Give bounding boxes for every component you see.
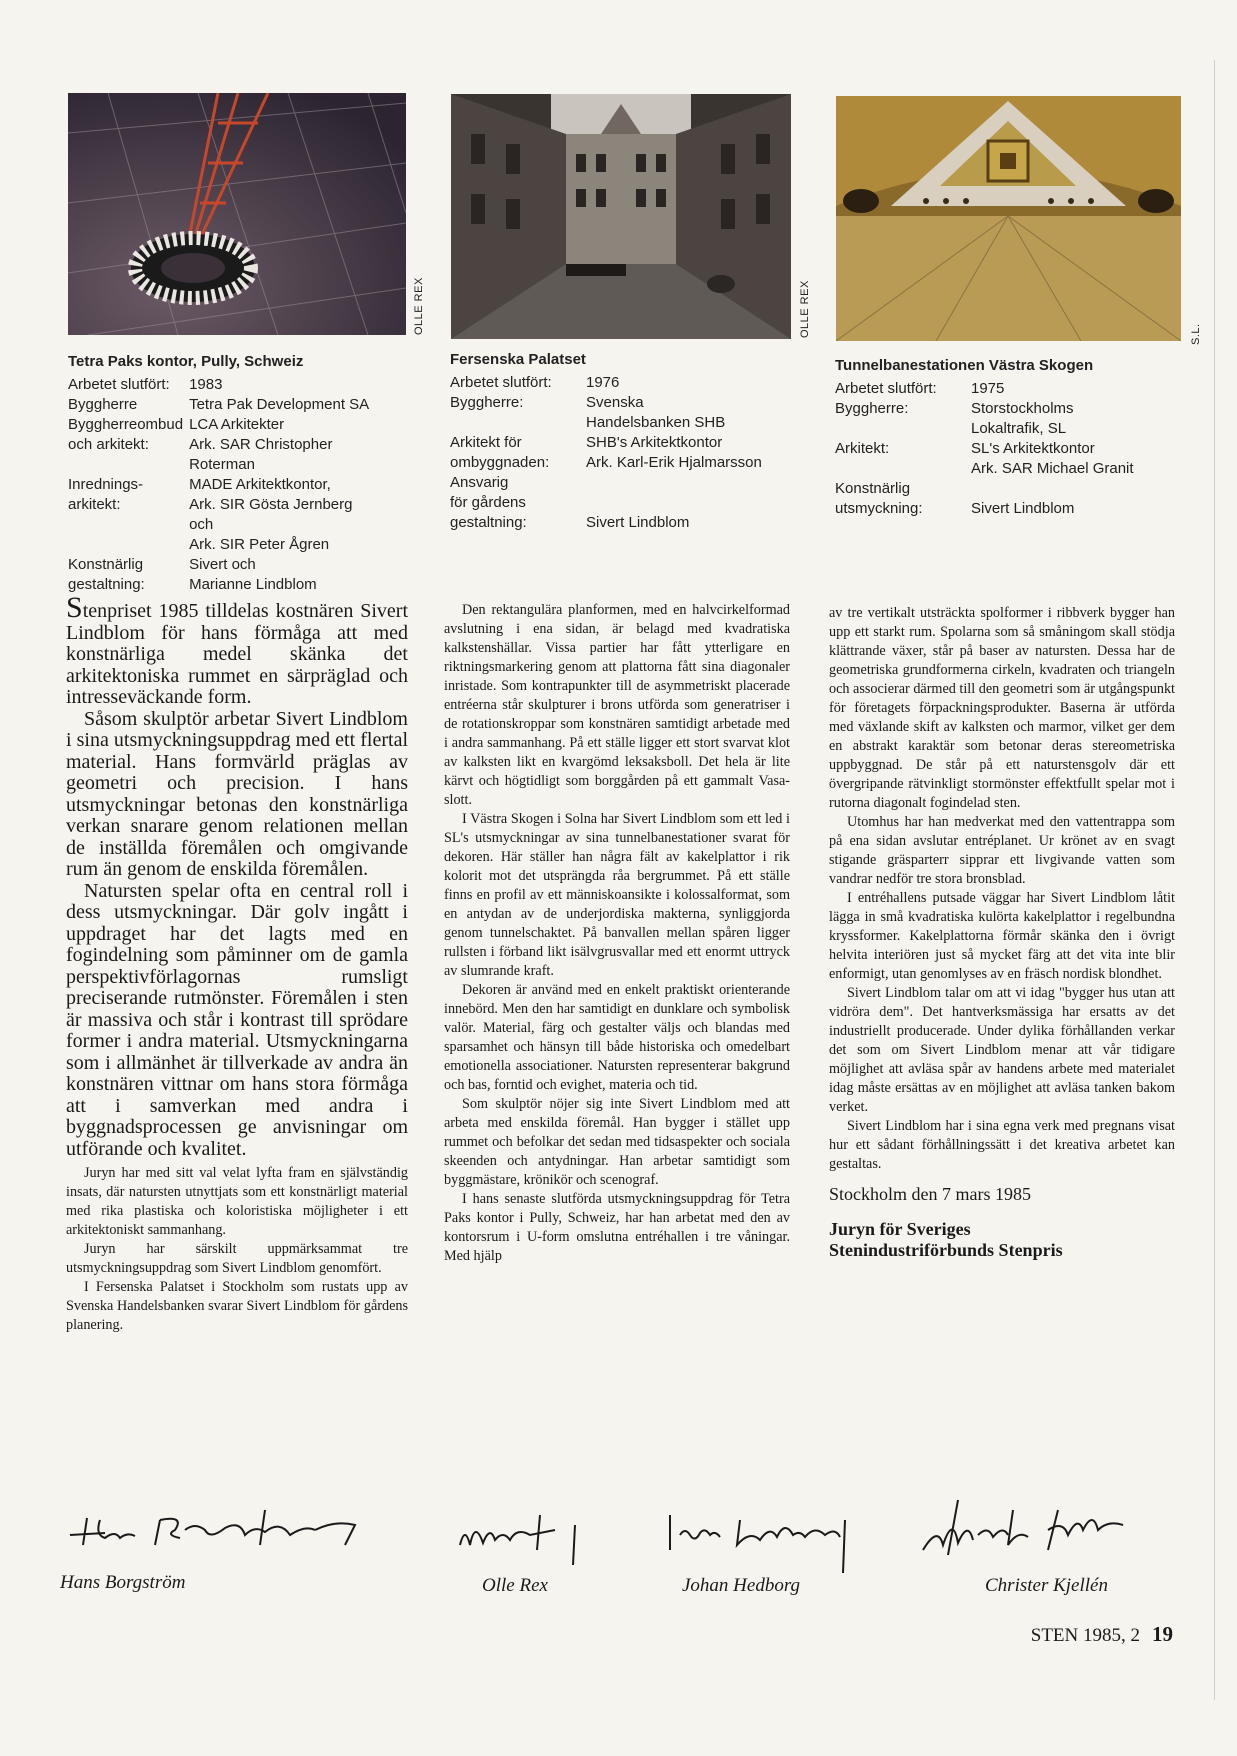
value: Ark. SAR Christopher Roterman <box>189 436 333 473</box>
paragraph: I entréhallens putsade väggar har Sivert Lindblom låtit lägga in små kvadratiska kulörta kakelplattor i regelbundna kryssformer. Kakelplattorna förmår skänka den i övrigt helvita interiören just så mycket färg att det vita inte blir enformigt, utan genomlyses av en fräsch nordisk blondhet. <box>829 890 1175 982</box>
value: 1975 <box>971 380 1005 397</box>
label: Byggherreombud <box>68 416 184 433</box>
label: Arbetet slutfört: <box>68 376 170 393</box>
label: Byggherre: <box>450 394 524 411</box>
magazine-issue: STEN 1985, 2 <box>1030 1625 1140 1646</box>
project-title: Tunnelbanestationen Västra Skogen <box>835 357 1094 374</box>
project-info-vastra-skogen <box>835 356 1180 519</box>
paragraph: I Fersenska Palatset i Stockholm som rustats upp av Svenska Handelsbanken svarar Sivert Lindblom för gårdens planering. <box>66 1279 408 1333</box>
label: Inrednings- arkitekt: <box>68 476 144 513</box>
label: Arkitekt för ombyggnaden: <box>450 434 550 471</box>
article-column-2 <box>444 601 790 1266</box>
drop-cap: S <box>66 591 83 624</box>
jury-line-1: Juryn för Sveriges <box>829 1219 971 1239</box>
label: och arkitekt: <box>68 436 149 453</box>
signature-johan-hedborg-icon <box>665 1505 865 1575</box>
label: Byggherre <box>68 396 138 413</box>
closing-block <box>829 1184 1175 1261</box>
value: Sivert och Marianne Lindblom <box>189 556 317 593</box>
value: 1976 <box>586 374 620 391</box>
paragraph: Som skulptör nöjer sig inte Sivert Lindblom med att arbeta med enskilda föremål. Han bygger i stället upp rummet och befolkar det sedan med tidsaspekter och sociala skeenden och antydningar. Han arbetar samtidigt som byggmästare, krönikör och scenograf. <box>444 1096 790 1188</box>
paragraph: Stenpriset 1985 tilldelas kostnären Sivert Lindblom för hans förmåga att med konstnärliga medel skänka det arkitektoniska rummet en särpräglad och intresseväckande form. <box>66 591 408 708</box>
label: Arbetet slutfört: <box>450 374 552 391</box>
photo-credit-3: S.L. <box>1190 323 1202 345</box>
project-info-tetra-pak <box>68 352 413 595</box>
paragraph: Juryn har särskilt uppmärksammat tre utsmyckningsuppdrag som Sivert Lindblom genomfört. <box>66 1241 408 1276</box>
project-info-fersenska <box>450 350 795 533</box>
value: Storstockholms Lokaltrafik, SL <box>971 400 1074 437</box>
label: Byggherre: <box>835 400 909 417</box>
project-title: Fersenska Palatset <box>450 351 586 368</box>
paragraph: Den rektangulära planformen, med en halvcirkelformad avslutning i ena sidan, är belagd med kvadratiska kalkstenshällar. Vissa partier har fått ytterligare en riktningsmarkering genom att plattorna fått sina diagonaler inristade. Som kontrapunkter till de asymmetriskt placerade entréerna står skulpturer i brons utförda som generatriser i de rotationskroppar som konstnären samtidigt arbetade med i andra sammanhang. På ett ställe ligger ett stort svarvat klot av kalksten likt en kvargömd leksaksboll. Det hela är lite kärvt och högtidligt som borggården på ett gammalt Vasa-slott. <box>444 602 790 808</box>
photo-fersenska-palatset <box>451 94 791 339</box>
label: Arkitekt: <box>835 440 890 457</box>
jury-text <box>66 1164 408 1335</box>
office-interior-photo-icon <box>68 93 406 335</box>
signature-olle-rex-icon <box>455 1505 595 1570</box>
signature-hans-borgstrom-icon <box>65 1500 365 1560</box>
signature-name: Olle Rex <box>482 1575 548 1596</box>
label: Konstnärlig utsmyckning: <box>835 480 923 517</box>
photo-tetra-pak-office <box>68 93 406 335</box>
subway-station-photo-icon <box>836 96 1181 341</box>
value: Sivert Lindblom <box>586 514 690 531</box>
value: 1983 <box>189 376 223 393</box>
label: Konstnärlig gestaltning: <box>68 556 145 593</box>
value: SHB's Arkitektkontor Ark. Karl-Erik Hjalmarsson <box>586 434 762 471</box>
value: Svenska Handelsbanken SHB <box>586 394 726 431</box>
signature-name: Christer Kjellén <box>985 1575 1108 1596</box>
lead-text <box>66 591 408 1160</box>
paragraph: Dekoren är använd med en enkelt praktiskt orienterande innebörd. Men den har samtidigt en dunklare och symbolisk valör. Material, färg och gestalter väljs och blandas med sparsamhet och hänsyn till både historiska och omedelbart emotionella associationer. Natursten representerar bakgrund och bas, forntid och evighet, materia och tid. <box>444 982 790 1093</box>
value: LCA Arkitekter <box>189 416 285 433</box>
project-details <box>450 373 762 533</box>
project-details <box>835 379 1134 519</box>
project-title: Tetra Paks kontor, Pully, Schweiz <box>68 353 304 370</box>
photo-credit-2: OLLE REX <box>799 280 811 338</box>
signature-christer-kjellen-icon <box>918 1495 1138 1565</box>
page-footer <box>1031 1622 1173 1647</box>
paragraph: Natursten spelar ofta en central roll i dess utsmyckningar. Där golv ingått i uppdraget har det lagts med en fogindelning som påminner om de gamla perspektivförlagornas rumsligt preciserande rutmönster. Föremålen i sten är massiva och står i kontrast till sprödare former i andra material. Utsmyckningarna som i allmänhet är tillverkade av andra än konstnären vittnar om hans stora förmåga att i samverkan med andra i byggnadsprocessen ge anvisningar om utförande och kvalitet. <box>66 879 408 1160</box>
paragraph: Sivert Lindblom har i sina egna verk med pregnans visat hur ett sådant förhållningssätt i det kreativa arbetet kan gestaltas. <box>829 1118 1175 1172</box>
project-details <box>68 375 379 595</box>
signature-name: Hans Borgström <box>60 1572 186 1593</box>
page-edge-line <box>1214 60 1215 1700</box>
value: MADE Arkitektkontor, Ark. SIR Gösta Jernberg och Ark. SIR Peter Ågren <box>189 476 353 553</box>
paragraph: Såsom skulptör arbetar Sivert Lindblom i sina utsmyckningsuppdrag med ett flertal material. Hans formvärld präglas av geometri och precision. I hans utsmyckningar betonas den konstnärliga verkan snarare genom relationen mellan de inställda föremålen och omgivande rum än genom de enskilda föremålen. <box>66 707 408 880</box>
photo-credit-1: OLLE REX <box>413 277 425 335</box>
paragraph: Sivert Lindblom talar om att vi idag "bygger hus utan att vidröra dem". Det hantverksmässiga har ersatts av det industriellt producerade. Under dylika förhållanden verkar det som om Sivert Lindblom menar att vår tidigare möjlighet att avläsa spår av handens arbete med materialet idag måste ersättas av en möjlighet att avläsa tanken bakom verket. <box>829 985 1175 1115</box>
article-column-1 <box>66 591 408 1335</box>
value: Sivert Lindblom <box>971 500 1075 517</box>
label: Arbetet slutfört: <box>835 380 937 397</box>
closing-date: Stockholm den 7 mars 1985 <box>829 1184 1031 1204</box>
value: Tetra Pak Development SA <box>189 396 370 413</box>
page-number: 19 <box>1152 1622 1173 1646</box>
value: SL's Arkitektkontor Ark. SAR Michael Granit <box>971 440 1134 477</box>
paragraph: I hans senaste slutförda utsmyckningsuppdrag för Tetra Paks kontor i Pully, Schweiz, har han arbetat med den av kontorsrum i U-form omslutna entréhallen i tre våningar. Med hjälp <box>444 1191 790 1264</box>
signature-name: Johan Hedborg <box>682 1575 801 1596</box>
paragraph: Juryn har med sitt val velat lyfta fram en självständig insats, där natursten utnyttjats som ett konstnärligt material med rika plastiska och koloristiska möjligheter i ett arkitektoniskt sammanhang. <box>66 1165 408 1238</box>
label: Ansvarig för gårdens gestaltning: <box>450 474 527 531</box>
courtyard-photo-icon <box>451 94 791 339</box>
paragraph: av tre vertikalt utsträckta spolformer i ribbverk bygger han upp ett starkt rum. Spolarna som så småningom skall stödja klättrande växer, står på baser av natursten. Dessa har de geometriska grundformerna cirkeln, kvadraten och triangeln och associerar därmed till den geometri som är utgångspunkt för företagets förpackningsprodukter. Baserna är utförda med växlande skift av kalksten och marmor, vilket ger dem en abstrakt karaktär som betonar deras stereometriska uppbyggnad. De står på ett naturstensgolv där ett övergripande rätvinkligt stormönster effektfullt spelar mot i rutorna diagonalt fogindelad sten. <box>829 605 1175 811</box>
article-column-3 <box>829 604 1175 1261</box>
photo-vastra-skogen <box>836 96 1181 341</box>
paragraph: I Västra Skogen i Solna har Sivert Lindblom som ett led i SL's utsmyckningar av sina tunnelbanestationer svarat för dekoren. Här ställer han några fält av kakelplattor i rik kolorit mot det utsprängda råa bergrummet. På ett ställe finns en profil av ett människoansikte i kolossalformat, som en antydan av de underjordiska makterna, synliggjorda genom tunnelschaktet. På banvallen mellan spåren ligger rullsten i förband likt isälvgrusvallar med ett enormt uttryck av slumrande kraft. <box>444 811 790 979</box>
jury-line-2: Stenindustriförbunds Stenpris <box>829 1240 1063 1260</box>
paragraph: Utomhus har han medverkat med den vattentrappa som på ena sidan avslutar entréplanet. Ur krönet av en svagt stigande gräsparterr sipprar ett livgivande vatten som vandrar nedför tre stora bronsblad. <box>829 814 1175 887</box>
